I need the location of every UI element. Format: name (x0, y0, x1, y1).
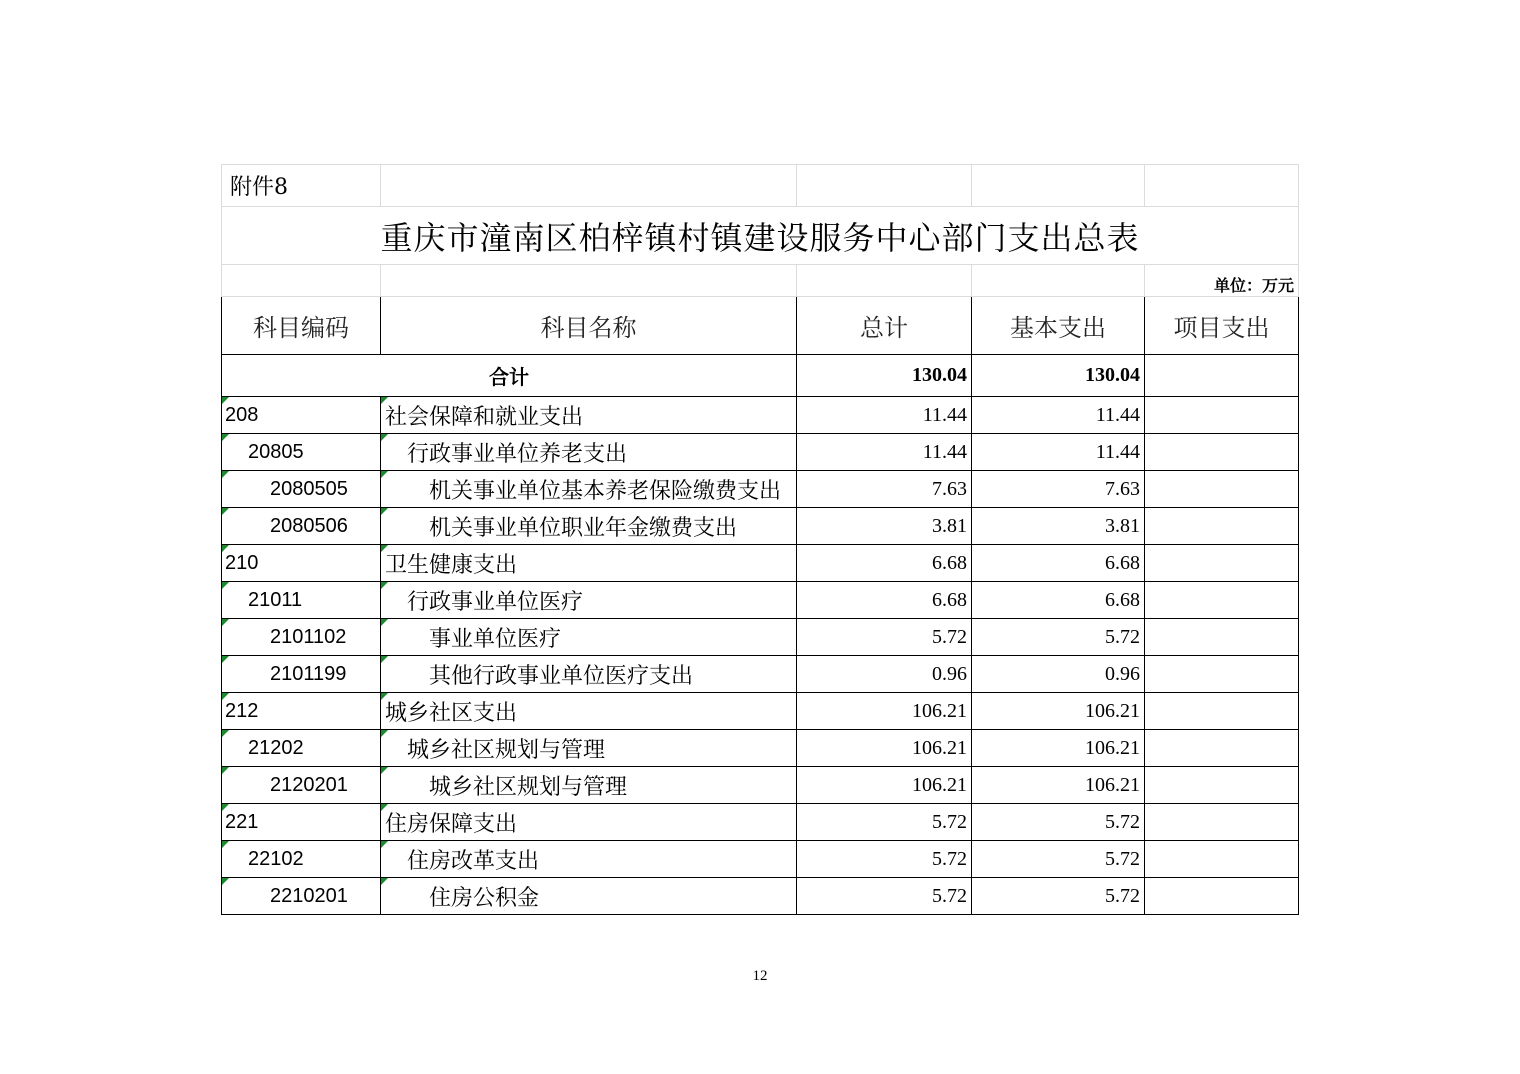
row-total: 0.96 (797, 656, 972, 693)
row-basic: 5.72 (972, 841, 1145, 878)
row-name: 住房保障支出 (381, 804, 797, 841)
row-total: 11.44 (797, 434, 972, 471)
row-project (1145, 730, 1299, 767)
row-name: 住房公积金 (381, 878, 797, 915)
row-basic: 106.21 (972, 730, 1145, 767)
table-row (222, 841, 1299, 878)
row-project (1145, 841, 1299, 878)
row-total: 5.72 (797, 804, 972, 841)
page-number: 12 (752, 968, 768, 984)
table-row (222, 582, 1299, 619)
table-row (222, 471, 1299, 508)
row-total: 5.72 (797, 841, 972, 878)
row-name: 机关事业单位基本养老保险缴费支出 (381, 471, 797, 508)
row-project (1145, 767, 1299, 804)
row-name: 行政事业单位养老支出 (381, 434, 797, 471)
row-name: 其他行政事业单位医疗支出 (381, 656, 797, 693)
header-row (222, 297, 1299, 355)
row-code: 21202 (222, 730, 381, 767)
row-code: 20805 (222, 434, 381, 471)
row-project (1145, 545, 1299, 582)
row-basic: 5.72 (972, 619, 1145, 656)
row-code: 2101102 (222, 619, 381, 656)
attachment-label: 附件8 (222, 165, 381, 207)
row-code: 2210201 (222, 878, 381, 915)
row-code: 2080506 (222, 508, 381, 545)
row-basic: 5.72 (972, 804, 1145, 841)
header-name: 科目名称 (381, 297, 797, 355)
row-project (1145, 804, 1299, 841)
row-basic: 0.96 (972, 656, 1145, 693)
expenditure-table (221, 164, 1299, 915)
table-row (222, 804, 1299, 841)
row-code: 210 (222, 545, 381, 582)
unit-row (222, 265, 1299, 297)
row-code: 221 (222, 804, 381, 841)
row-code: 2080505 (222, 471, 381, 508)
summary-total: 130.04 (797, 355, 972, 397)
summary-basic: 130.04 (972, 355, 1145, 397)
summary-project (1145, 355, 1299, 397)
row-name: 机关事业单位职业年金缴费支出 (381, 508, 797, 545)
row-code: 22102 (222, 841, 381, 878)
row-basic: 106.21 (972, 767, 1145, 804)
table-row (222, 878, 1299, 915)
row-name: 社会保障和就业支出 (381, 397, 797, 434)
row-code: 2101199 (222, 656, 381, 693)
table-row (222, 397, 1299, 434)
attachment-row (222, 165, 1299, 207)
table-row (222, 508, 1299, 545)
row-code: 21011 (222, 582, 381, 619)
row-name: 行政事业单位医疗 (381, 582, 797, 619)
row-total: 106.21 (797, 767, 972, 804)
table-row (222, 656, 1299, 693)
row-name: 住房改革支出 (381, 841, 797, 878)
row-basic: 11.44 (972, 434, 1145, 471)
row-total: 11.44 (797, 397, 972, 434)
row-project (1145, 619, 1299, 656)
row-total: 106.21 (797, 730, 972, 767)
row-basic: 7.63 (972, 471, 1145, 508)
row-basic: 5.72 (972, 878, 1145, 915)
table-row (222, 545, 1299, 582)
row-name: 城乡社区规划与管理 (381, 730, 797, 767)
header-total: 总计 (797, 297, 972, 355)
row-name: 事业单位医疗 (381, 619, 797, 656)
summary-label: 合计 (222, 355, 797, 397)
row-basic: 6.68 (972, 545, 1145, 582)
row-project (1145, 434, 1299, 471)
table-row (222, 693, 1299, 730)
row-total: 6.68 (797, 582, 972, 619)
title-row (222, 207, 1299, 265)
row-total: 5.72 (797, 878, 972, 915)
row-total: 5.72 (797, 619, 972, 656)
row-project (1145, 397, 1299, 434)
table-row (222, 619, 1299, 656)
row-total: 7.63 (797, 471, 972, 508)
row-code: 2120201 (222, 767, 381, 804)
row-basic: 11.44 (972, 397, 1145, 434)
unit-label: 单位：万元 (1145, 265, 1299, 297)
row-project (1145, 471, 1299, 508)
row-project (1145, 508, 1299, 545)
table-row (222, 767, 1299, 804)
row-project (1145, 693, 1299, 730)
row-basic: 3.81 (972, 508, 1145, 545)
header-basic: 基本支出 (972, 297, 1145, 355)
row-total: 6.68 (797, 545, 972, 582)
header-code: 科目编码 (222, 297, 381, 355)
table-row (222, 434, 1299, 471)
row-name: 城乡社区支出 (381, 693, 797, 730)
table-row (222, 730, 1299, 767)
page-title: 重庆市潼南区柏梓镇村镇建设服务中心部门支出总表 (222, 207, 1299, 265)
row-name: 卫生健康支出 (381, 545, 797, 582)
row-project (1145, 656, 1299, 693)
row-name: 城乡社区规划与管理 (381, 767, 797, 804)
row-project (1145, 582, 1299, 619)
summary-row (222, 355, 1299, 397)
row-code: 208 (222, 397, 381, 434)
row-total: 106.21 (797, 693, 972, 730)
row-code: 212 (222, 693, 381, 730)
row-project (1145, 878, 1299, 915)
row-basic: 106.21 (972, 693, 1145, 730)
row-basic: 6.68 (972, 582, 1145, 619)
row-total: 3.81 (797, 508, 972, 545)
header-project: 项目支出 (1145, 297, 1299, 355)
